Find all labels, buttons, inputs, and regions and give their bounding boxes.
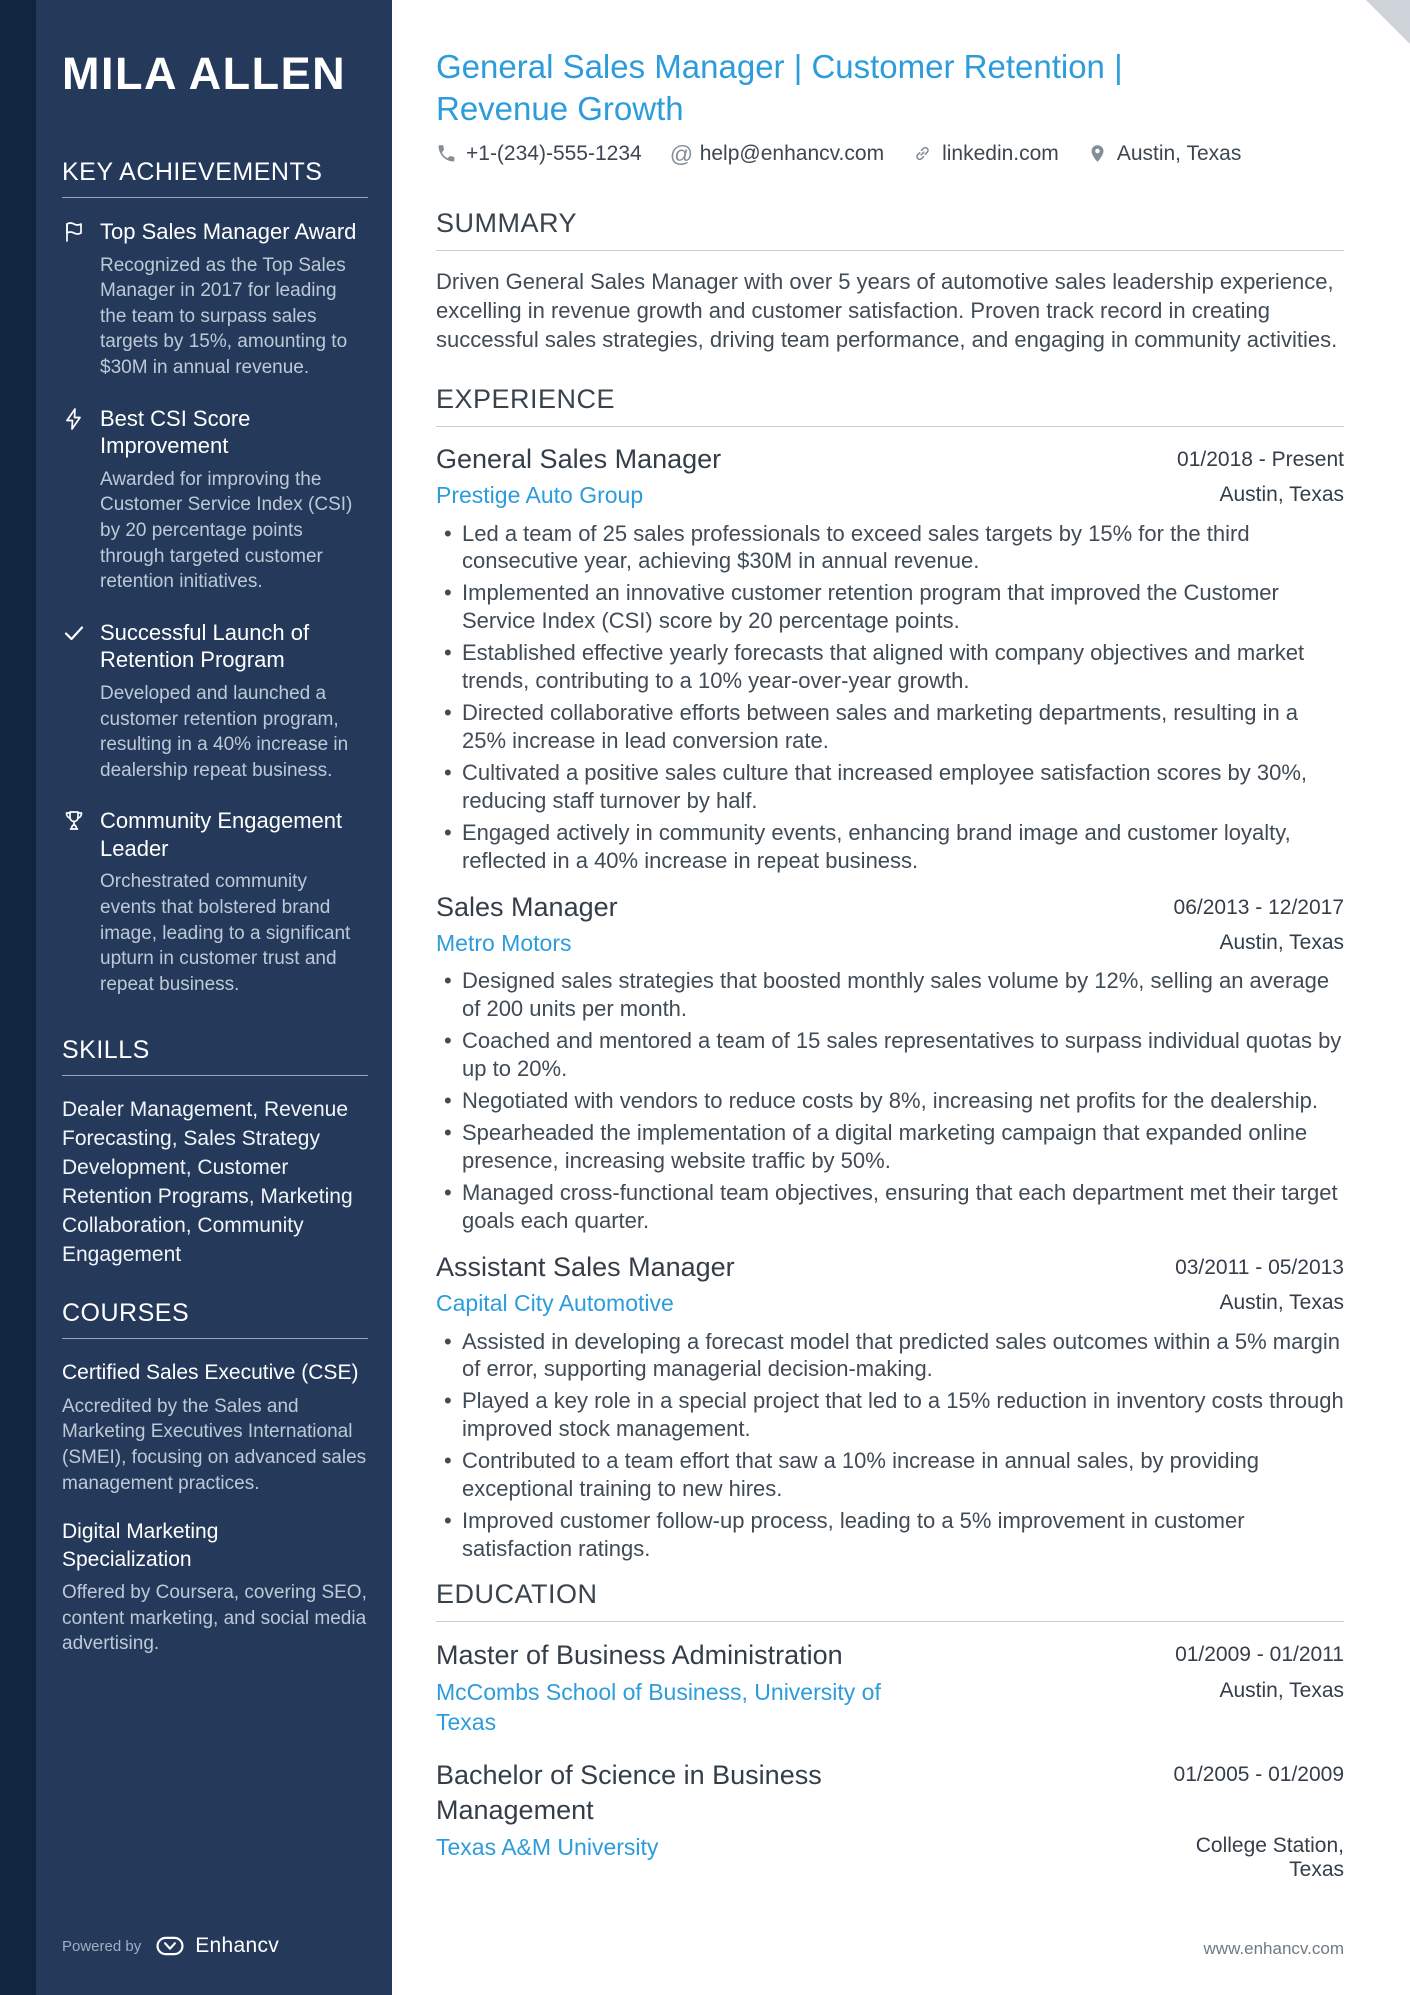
- job-company: Capital City Automotive: [436, 1289, 674, 1316]
- bullet-item: • Engaged actively in community events, enhancing brand image and customer loyalty, reflected in a 40% increase in repeat business.: [436, 819, 1344, 875]
- course-title: Digital Marketing Specialization: [62, 1520, 219, 1571]
- contact-email[interactable]: [670, 142, 884, 166]
- bullet-item: • Played a key role in a special project that led to a 15% reduction in inventory costs through improved stock management.: [436, 1387, 1344, 1443]
- phone-icon: [436, 143, 457, 164]
- bullet-item: • Implemented an innovative customer retention program that improved the Customer Service Index (CSI) score by 20 percentage points.: [436, 579, 1344, 635]
- job-entry: [436, 891, 1344, 1235]
- bullet-item: • Directed collaborative efforts between sales and marketing departments, resulting in a 25% increase in lead conversion rate.: [436, 699, 1344, 755]
- courses-title: COURSES: [62, 1299, 368, 1339]
- contact-location: [1087, 142, 1242, 166]
- link-icon: [912, 143, 933, 164]
- job-role: Sales Manager: [436, 891, 618, 922]
- experience-title: EXPERIENCE: [436, 384, 1344, 427]
- degree-name: Master of Business Administration: [436, 1640, 843, 1671]
- achievement-item: [62, 405, 368, 595]
- main-column: [392, 0, 1410, 1995]
- achievement-text: Awarded for improving the Customer Service Index (CSI) by 20 percentage points through targeted customer retention initiatives.: [100, 468, 353, 593]
- bullet-item: • Contributed to a team effort that saw a 10% increase in annual sales, by providing exceptional training to new hires.: [436, 1447, 1344, 1503]
- school-name: McCombs School of Business, University of Texas: [436, 1679, 881, 1735]
- achievement-item: [62, 807, 368, 997]
- powered-by-footer: [62, 1933, 368, 1959]
- key-achievements-section: [62, 158, 368, 1022]
- location-text: Austin, Texas: [1116, 141, 1242, 165]
- achievement-title: Community Engagement Leader: [100, 808, 343, 861]
- linkedin-url[interactable]: linkedin.com: [942, 141, 1059, 165]
- sidebar-edge-strip: [0, 0, 36, 1995]
- achievement-text: Recognized as the Top Sales Manager in 2017 for leading the team to surpass sales targets by 15%, amounting to $30M in annual revenue.: [100, 254, 348, 379]
- contact-phone: [436, 142, 642, 166]
- flag-icon: [62, 220, 86, 244]
- candidate-name: MILA ALLEN: [62, 48, 347, 99]
- bullet-item: • Improved customer follow-up process, leading to a 5% improvement in customer satisfaction ratings.: [436, 1507, 1344, 1563]
- course-item: [62, 1518, 368, 1657]
- skills-section: [62, 1036, 368, 1286]
- powered-by-label: Powered by: [62, 1937, 142, 1955]
- education-entry: [436, 1758, 1344, 1882]
- job-dates: 06/2013 - 12/2017: [1173, 895, 1344, 919]
- course-item: [62, 1359, 368, 1496]
- job-entry: [436, 443, 1344, 875]
- email-address[interactable]: help@enhancv.com: [699, 141, 885, 165]
- bullet-item: • Cultivated a positive sales culture that increased employee satisfaction scores by 30%, reducing staff turnover by half.: [436, 759, 1344, 815]
- job-dates: 01/2018 - Present: [1177, 447, 1344, 471]
- at-icon: @: [669, 141, 694, 168]
- website-link[interactable]: www.enhancv.com: [1203, 1939, 1344, 1958]
- summary-text: Driven General Sales Manager with over 5 years of automotive sales leadership experience, excelling in revenue growth and customer satisfaction. Proven track record in creating successful sales strategies, driving team performance, and engaging in community activities.: [436, 268, 1338, 352]
- education-entry: [436, 1638, 1344, 1738]
- summary-section: [436, 208, 1344, 354]
- course-text: Accredited by the Sales and Marketing Executives International (SMEI), focusing on advanced sales management practices.: [62, 1395, 367, 1494]
- school-location: College Station, Texas: [1195, 1834, 1344, 1882]
- school-location: Austin, Texas: [1219, 1679, 1344, 1703]
- job-location: Austin, Texas: [1219, 930, 1344, 954]
- bullet-item: • Led a team of 25 sales professionals to exceed sales targets by 15% for the third consecutive year, achieving $30M in annual revenue.: [436, 520, 1344, 576]
- check-icon: [62, 621, 86, 645]
- contact-row: [436, 142, 1344, 166]
- course-title: Certified Sales Executive (CSE): [62, 1361, 359, 1385]
- summary-title: SUMMARY: [436, 208, 1344, 251]
- bullet-list: [436, 1328, 1344, 1564]
- job-company: Metro Motors: [436, 929, 572, 956]
- sidebar: [36, 0, 392, 1995]
- job-company: Prestige Auto Group: [436, 481, 644, 508]
- degree-dates: 01/2005 - 01/2009: [1173, 1762, 1344, 1786]
- bullet-list: [436, 967, 1344, 1234]
- achievement-text: Orchestrated community events that bolstered brand image, leading to a significant upturn in customer trust and repeat business.: [100, 871, 351, 996]
- bullet-item: • Established effective yearly forecasts that aligned with company objectives and market trends, contributing to a 10% year-over-year growth.: [436, 639, 1344, 695]
- achievement-item: [62, 218, 368, 381]
- school-name: Texas A&M University: [436, 1834, 659, 1861]
- experience-section: [436, 384, 1344, 1563]
- bullet-item: • Assisted in developing a forecast model that predicted sales outcomes within a 5% margin of error, supporting managerial decision-making.: [436, 1328, 1344, 1384]
- course-text: Offered by Coursera, covering SEO, content marketing, and social media advertising.: [62, 1581, 367, 1655]
- trophy-icon: [62, 809, 86, 833]
- bullet-item: • Negotiated with vendors to reduce costs by 8%, increasing net profits for the dealership.: [436, 1087, 1344, 1115]
- degree-dates: 01/2009 - 01/2011: [1175, 1643, 1344, 1667]
- phone-number: +1-(234)-555-1234: [466, 141, 642, 165]
- key-achievements-title: KEY ACHIEVEMENTS: [62, 158, 368, 198]
- achievement-text: Developed and launched a customer retention program, resulting in a 40% increase in dealership repeat business.: [100, 682, 349, 781]
- job-location: Austin, Texas: [1219, 482, 1344, 506]
- job-entry: [436, 1251, 1344, 1563]
- degree-name: Bachelor of Science in Business Management: [436, 1759, 822, 1825]
- bullet-item: • Managed cross-functional team objectives, ensuring that each department met their target goals each quarter.: [436, 1179, 1344, 1235]
- achievement-title: Top Sales Manager Award: [100, 219, 357, 244]
- achievement-title: Successful Launch of Retention Program: [100, 619, 310, 673]
- resume-headline: General Sales Manager | Customer Retention | Revenue Growth: [436, 48, 1123, 127]
- contact-linkedin[interactable]: [912, 142, 1059, 166]
- education-title: EDUCATION: [436, 1579, 1344, 1622]
- job-role: General Sales Manager: [436, 443, 722, 474]
- enhancv-brand-name: Enhancv: [195, 1934, 280, 1957]
- courses-section: [62, 1299, 368, 1678]
- achievement-title: Best CSI Score Improvement: [100, 405, 251, 459]
- education-section: [436, 1579, 1344, 1882]
- bullet-list: [436, 520, 1344, 875]
- bullet-item: • Coached and mentored a team of 15 sales representatives to surpass individual quotas by up to 20%.: [436, 1027, 1344, 1083]
- skills-title: SKILLS: [62, 1036, 368, 1076]
- bolt-icon: [62, 407, 86, 431]
- location-icon: [1087, 143, 1108, 164]
- job-location: Austin, Texas: [1219, 1290, 1344, 1314]
- job-dates: 03/2011 - 05/2013: [1175, 1255, 1344, 1279]
- achievement-item: [62, 619, 368, 784]
- job-role: Assistant Sales Manager: [436, 1251, 735, 1282]
- skills-list: Dealer Management, Revenue Forecasting, Sales Strategy Development, Customer Retention Programs, Marketing Collaboration, Community Engagement: [62, 1097, 353, 1266]
- enhancv-logo-icon: [155, 1933, 185, 1959]
- bullet-item: • Spearheaded the implementation of a digital marketing campaign that expanded online presence, increasing website traffic by 50%.: [436, 1119, 1344, 1175]
- bullet-item: • Designed sales strategies that boosted monthly sales volume by 12%, selling an average of 200 units per month.: [436, 967, 1344, 1023]
